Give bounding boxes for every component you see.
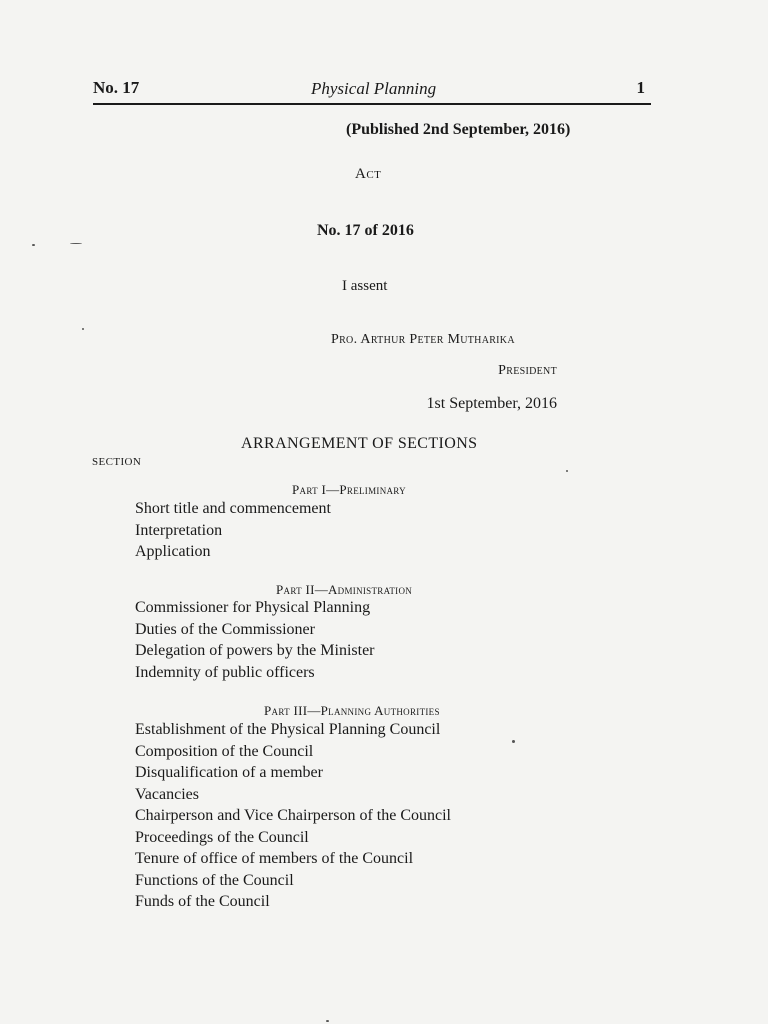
section-title: Funds of the Council — [135, 893, 270, 910]
section-title: Functions of the Council — [135, 871, 294, 889]
header-rule — [93, 103, 651, 105]
section-title: Disqualification of a member — [135, 764, 323, 781]
publication-note: (Published 2nd September, 2016) — [346, 121, 571, 138]
section-title: Chairperson and Vice Chairperson of the Council — [135, 807, 451, 824]
header-title: Physical Planning — [311, 79, 437, 98]
section-title: Application — [135, 543, 211, 560]
header-act-number: No. 17 — [93, 78, 140, 97]
assent-date: 1st September, 2016 — [426, 395, 557, 412]
part-heading-1: Part I—Preliminary — [292, 482, 406, 497]
section-title: Proceedings of the Council — [135, 828, 309, 846]
section-title: Vacancies — [135, 785, 199, 803]
scan-speck — [326, 1020, 329, 1022]
assent-text: I assent — [342, 278, 388, 294]
scan-speck — [32, 244, 35, 246]
signatory-name: Pro. Arthur Peter Mutharika — [331, 332, 515, 347]
section-title: Duties of the Commissioner — [135, 620, 315, 638]
section-column-label: SECTION — [92, 456, 142, 468]
section-title: Delegation of powers by the Minister — [135, 642, 375, 659]
scan-speck — [70, 243, 82, 244]
section-title: Establishment of the Physical Planning Council — [135, 721, 441, 738]
signatory-title: President — [498, 363, 557, 378]
running-header — [93, 78, 651, 102]
part-heading-2: Part II—Administration — [276, 582, 413, 597]
page-number: 1 — [636, 78, 645, 97]
section-title: Short title and commencement — [135, 500, 331, 517]
act-label: Act — [355, 166, 382, 182]
section-title: Interpretation — [135, 521, 223, 539]
arrangement-title: ARRANGEMENT OF SECTIONS — [241, 435, 478, 452]
act-number: No. 17 of 2016 — [317, 222, 414, 239]
section-title: Tenure of office of members of the Council — [135, 850, 414, 867]
section-title: Commissioner for Physical Planning — [135, 599, 371, 616]
scan-speck — [566, 470, 568, 472]
scan-speck — [82, 328, 84, 330]
section-title: Composition of the Council — [135, 742, 314, 760]
scan-speck — [512, 740, 515, 743]
section-title: Indemnity of public officers — [135, 663, 315, 681]
part-heading-3: Part III—Planning Authorities — [264, 703, 440, 718]
